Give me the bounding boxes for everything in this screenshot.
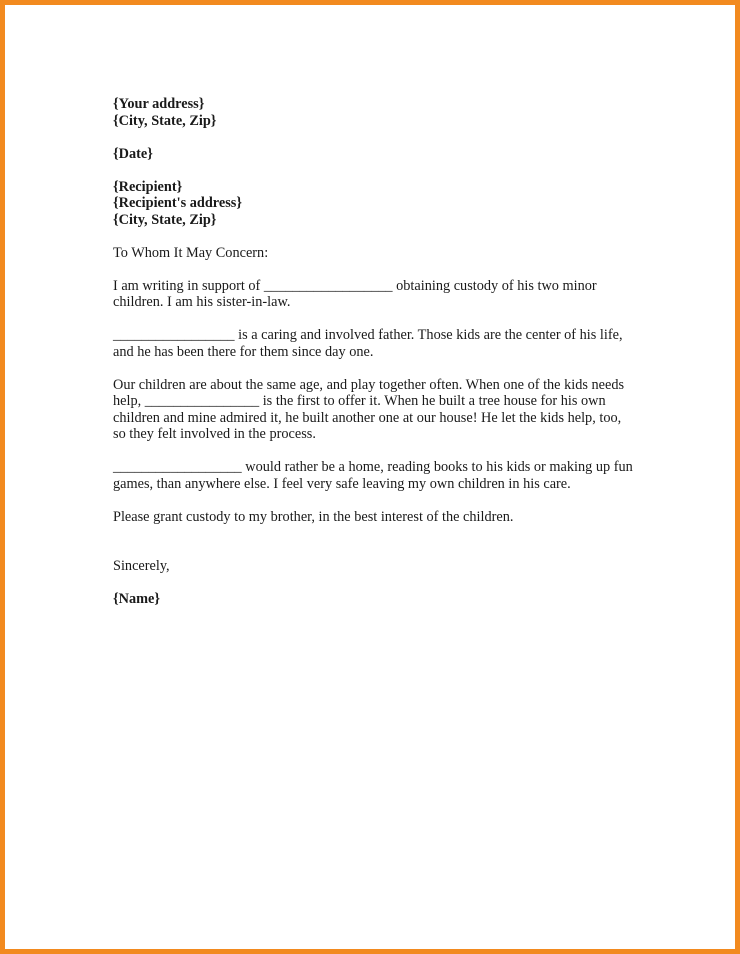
sender-city-state-zip: {City, State, Zip} [113, 112, 217, 129]
recipient-city-state-zip: {City, State, Zip} [113, 211, 217, 228]
paragraph-line: help, ________________ is the first to offer it. When he built a tree house for his own [113, 393, 606, 409]
paragraph-line: games, than anywhere else. I feel very safe leaving my own children in his care. [113, 475, 571, 492]
recipient-name: {Recipient} [113, 178, 183, 195]
signature-block [113, 591, 643, 608]
salutation [113, 245, 643, 262]
salutation-text: To Whom It May Concern: [113, 244, 269, 261]
signature-name: {Name} [113, 591, 160, 607]
recipient-address: {Recipient's address} [113, 195, 242, 211]
paragraph-line: children and mine admired it, he built another one at our house! He let the kids help, too, [113, 409, 622, 426]
date-block [113, 146, 643, 163]
paragraph-line: Our children are about the same age, and play together often. When one of the kids needs [113, 376, 625, 393]
paragraph-4 [113, 459, 643, 492]
paragraph-3 [113, 377, 643, 443]
paragraph-1 [113, 278, 643, 311]
sender-address: {Your address} [113, 96, 205, 112]
paragraph-line: and he has been there for them since day one. [113, 343, 374, 360]
closing-block [113, 558, 643, 575]
letter-body [113, 96, 643, 608]
sender-block [113, 96, 643, 129]
paragraph-line: children. I am his sister-in-law. [113, 294, 291, 310]
closing-text: Sincerely, [113, 558, 170, 574]
letter-date: {Date} [113, 145, 153, 162]
paragraph-line: __________________ would rather be a home, reading books to his kids or making up fun [113, 459, 633, 475]
paragraph-line: so they felt involved in the process. [113, 426, 316, 442]
paragraph-5 [113, 509, 643, 526]
paragraph-line: I am writing in support of __________________ obtaining custody of his two minor [113, 277, 597, 294]
paragraph-line: _________________ is a caring and involved father. Those kids are the center of his life, [113, 327, 623, 343]
paragraph-2 [113, 327, 643, 360]
recipient-block [113, 179, 643, 229]
paragraph-line: Please grant custody to my brother, in the best interest of the children. [113, 508, 514, 525]
